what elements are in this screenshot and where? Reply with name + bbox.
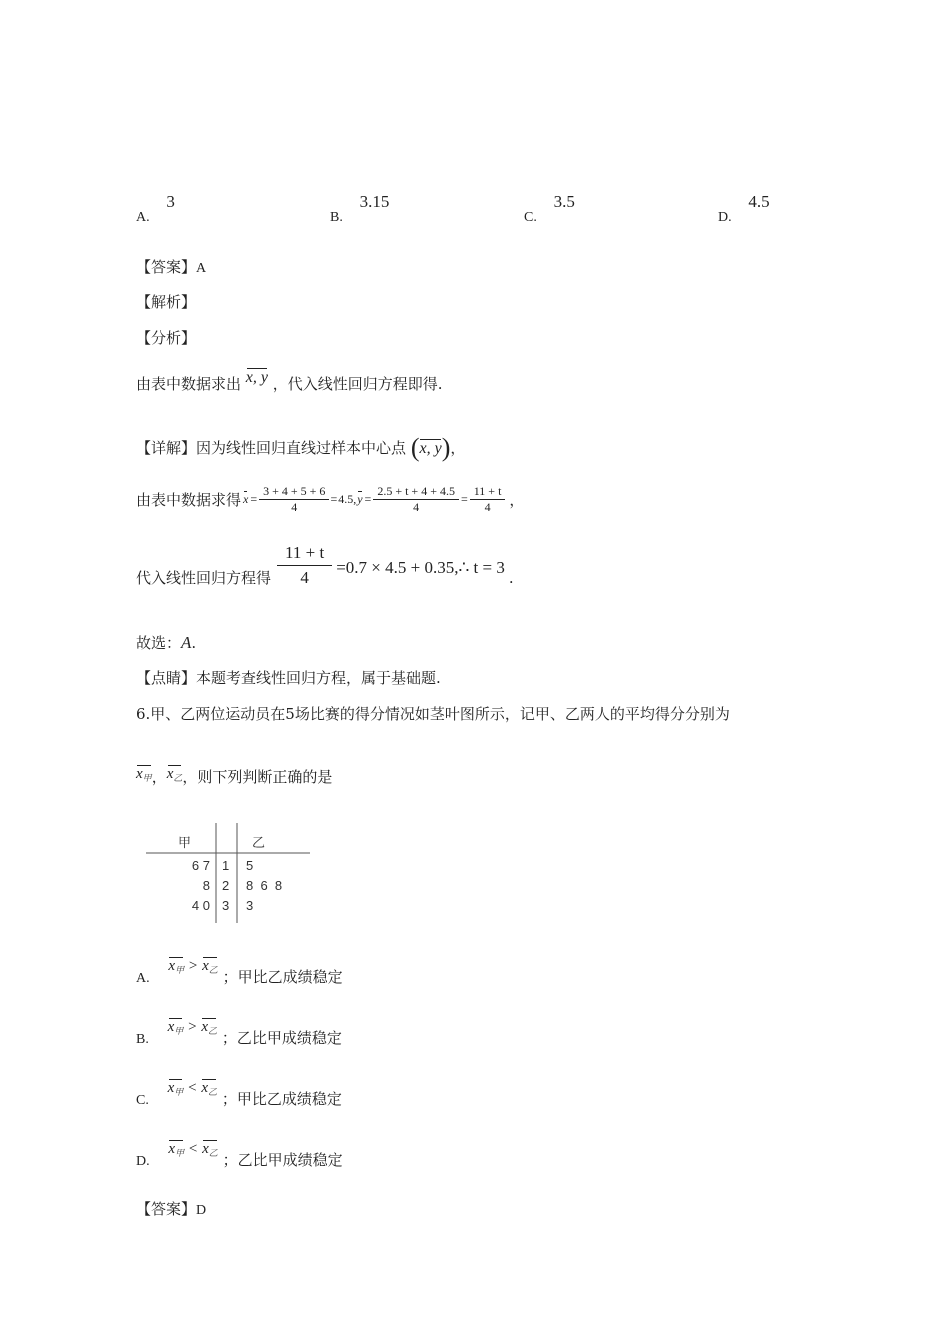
option-value: 4.5 [748,192,770,211]
xbar-value: 4.5, [338,492,357,506]
plot-header-yi: 乙 [252,835,266,850]
option-letter: B. [136,1032,149,1047]
q6-option-d: D. $x_甲 < x_乙$ ；乙比甲成绩稳定 [136,1141,343,1169]
option-text: ；甲比乙成绩稳定 [222,968,343,986]
ybar-symbol: y [357,492,363,506]
plot-row3-left: 4 0 [191,898,210,913]
xbar-yi: $x_乙$ [166,766,183,783]
q5-option-d [718,192,770,225]
detail-text: 因为线性回归直线过样本中心点 [196,439,407,457]
sub-pre: 代入线性回归方程得 [136,569,272,587]
sub-end: . [508,568,514,587]
q5-calc-line: 由表中数据求得 x = $\frac{3 + 4 + 5 + 6}{4}$ = 4.5, y = $\frac{2.5 + t + 4 + 4.5}{4}$ = $\frac{11 + t}{4}$ ， [136,484,525,514]
q6-answer [136,1198,206,1219]
option-text: ；甲比乙成绩稳定 [221,1090,342,1108]
sub-numerator: 11 + t [277,543,332,566]
option-letter: A. [136,971,150,986]
q5-choice-line [136,632,196,653]
detail-tag: 【详解】 [136,439,197,457]
ybar-denominator: 4 [413,500,420,514]
calc-pre: 由表中数据求得 [136,491,242,509]
plot-row2-left: 8 [202,878,210,893]
ybar-fraction-2-denominator: 4 [484,500,491,514]
plot-row1-stem: 1 [222,858,230,873]
xbar-numerator: 3 + 4 + 5 + 6 [259,484,329,500]
q5-option-c [524,192,575,225]
q6-stem-vars [136,766,332,788]
answer-value: A [196,261,207,276]
plot-row3-right: 3 [246,898,254,913]
detail-comma: ， [450,439,466,457]
answer-tag: 【答案】 [136,1200,197,1218]
q5-option-a [136,192,175,225]
option-text: ；乙比甲成绩稳定 [222,1151,343,1169]
q5-fenxi-line [136,369,443,394]
option-letter: D. [718,210,732,225]
q5-option-b [330,192,390,225]
stem-end: ，则下列判断正确的是 [182,768,333,786]
plot-header-jia: 甲 [178,835,192,850]
comment-text: 本题考查线性回归方程，属于基础题. [196,669,441,687]
fenxi-vars: x, y [245,369,268,386]
xbar-symbol: x [243,492,249,506]
option-value: 3 [166,192,175,211]
answer-tag: 【答案】 [136,258,197,276]
plot-row3-stem: 3 [222,898,230,913]
sub-denominator: 4 [300,568,309,587]
option-letter: B. [330,210,343,225]
fenxi-post: ，代入线性回归方程即得. [272,375,443,393]
q6-stem: 6.甲、乙两位运动员在5场比赛的得分情况如茎叶图所示，记甲、乙两人的平均得分分别为 [136,705,730,723]
xbar-jia: $x_甲$ [136,766,152,783]
calc-post: ， [509,491,525,509]
q5-sub-line [136,543,514,588]
option-value: 3.5 [553,192,575,211]
plot-row1-right: 5 [246,858,254,873]
stem-leaf-plot [146,823,310,923]
xbar-fraction [259,484,329,515]
ybar-fraction [373,484,459,515]
sub-fraction [277,543,332,588]
var-separator: ， [151,768,167,786]
center-point: x, y [419,440,442,457]
comment-tag: 【点睛】 [136,669,197,687]
plot-row2-stem: 2 [222,878,230,893]
q5-fenxi-tag: 【分析】 [136,329,197,347]
option-letter: C. [136,1093,149,1108]
q6-option-a: A. $x_甲 > x_乙$ ；甲比乙成绩稳定 [136,958,343,986]
choice-value: A [181,633,192,652]
xbar-denominator: 4 [291,500,298,514]
q6-option-c: C. $x_甲 < x_乙$ ；甲比乙成绩稳定 [136,1080,342,1108]
relation: > [188,958,198,974]
option-value: 3.15 [359,192,390,211]
plot-row2-right: 8 6 8 [246,878,283,893]
option-text: ；乙比甲成绩稳定 [221,1029,342,1047]
plot-row1-left: 6 7 [191,858,210,873]
relation: > [188,1019,197,1035]
q6-option-b: B. $x_甲 > x_乙$ ；乙比甲成绩稳定 [136,1019,342,1047]
q5-detail-line: 【详解】因为线性回归直线过样本中心点 (x, y)， [136,433,466,462]
ybar-fraction-2 [470,484,506,515]
answer-value: D [196,1203,207,1218]
fenxi-pre: 由表中数据求出 [136,375,242,393]
option-letter: D. [136,1154,150,1169]
q5-analysis-tag: 【解析】 [136,293,197,311]
option-letter: A. [136,210,150,225]
q5-answer [136,256,206,277]
relation: < [188,1141,198,1157]
q5-comment-line [136,667,441,688]
relation: < [188,1080,197,1096]
option-letter: C. [524,210,537,225]
choice-pre: 故选： [136,634,182,652]
ybar-fraction-2-numerator: 11 + t [470,484,506,500]
choice-end: . [191,634,197,652]
sub-rhs: =0.7 × 4.5 + 0.35,∴ t = 3 [336,557,505,577]
ybar-numerator: 2.5 + t + 4 + 4.5 [373,484,459,500]
